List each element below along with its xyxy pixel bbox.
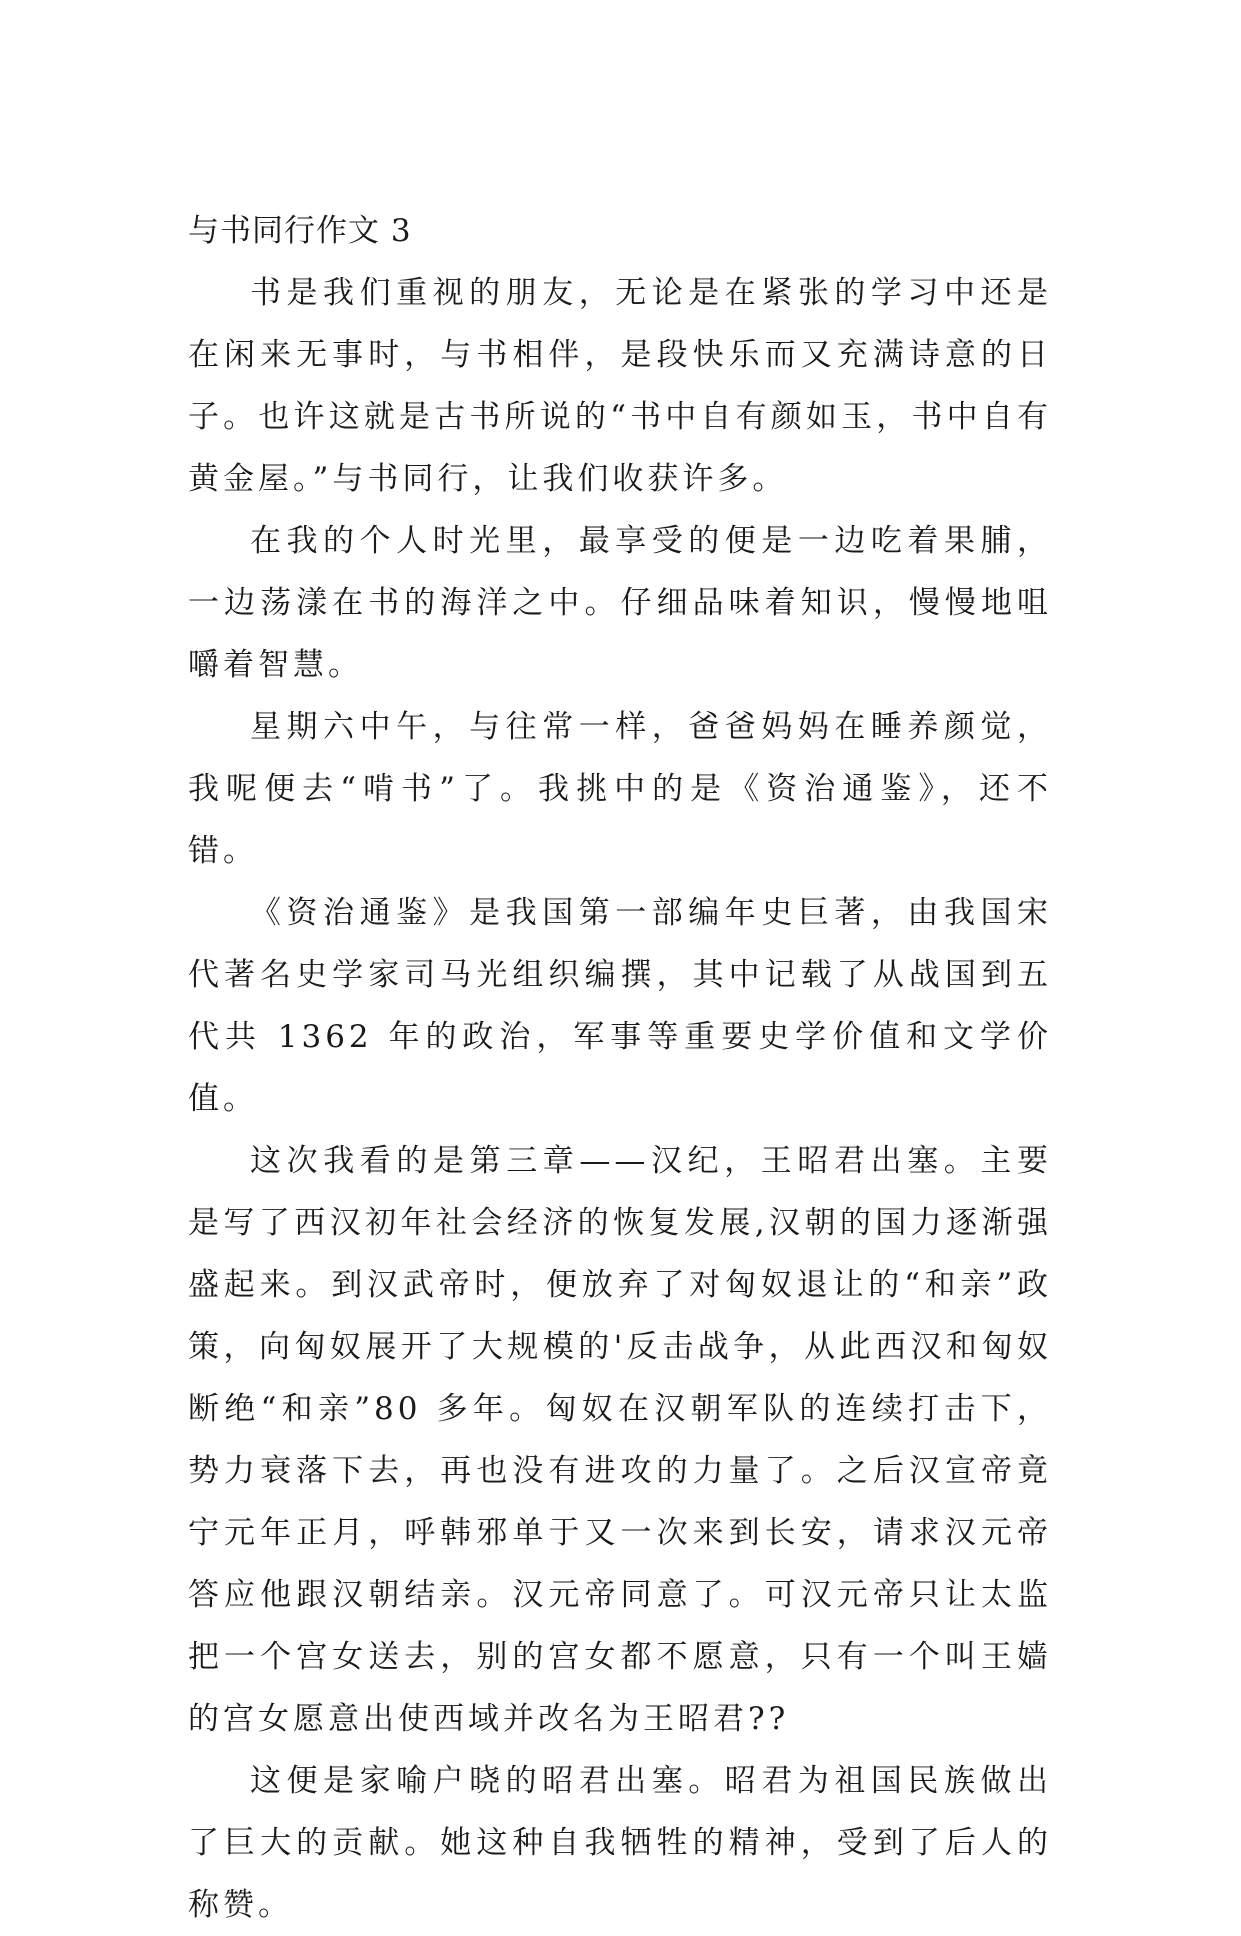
paragraph-4: 《资治通鉴》是我国第一部编年史巨著，由我国宋代著名史学家司马光组织编撰，其中记载了从战国到五代共 1362 年的政治，军事等重要史学价值和文学价值。 (188, 895, 1052, 1117)
paragraph-5: 这次我看的是第三章——汉纪，王昭君出塞。主要是写了西汉初年社会经济的恢复发展,汉朝的国力逐渐强盛起来。到汉武帝时，便放弃了对匈奴退让的“和亲”政策，向匈奴展开了大规模的'反击战争，从此西汉和匈奴断绝“和亲”80 多年。匈奴在汉朝军队的连续打击下，势力衰落下去，再也没有进攻的力量了。之后汉宣帝竟宁元年正月，呼韩邪单于又一次来到长安，请求汉元帝答应他跟汉朝结亲。汉元帝同意了。可汉元帝只让太监把一个宫女送去，别的宫女都不愿意，只有一个叫王嫱的宫女愿意出使西域并改名为王昭君?? (188, 1143, 1052, 1737)
paragraph-3: 星期六中午，与往常一样，爸爸妈妈在睡养颜觉，我呢便去“啃书”了。我挑中的是《资治通鉴》，还不错。 (188, 709, 1052, 869)
document-body (188, 200, 1052, 1936)
paragraph-1: 书是我们重视的朋友，无论是在紧张的学习中还是在闲来无事时，与书相伴，是段快乐而又充满诗意的日子。也许这就是古书所说的“书中自有颜如玉，书中自有黄金屋。”与书同行，让我们收获许多。 (188, 275, 1052, 497)
document-title: 与书同行作文 3 (188, 213, 412, 249)
paragraph-2: 在我的个人时光里，最享受的便是一边吃着果脯，一边荡漾在书的海洋之中。仔细品味着知识，慢慢地咀嚼着智慧。 (188, 523, 1052, 683)
paragraph-6: 这便是家喻户晓的昭君出塞。昭君为祖国民族做出了巨大的贡献。她这种自我牺牲的精神，受到了后人的称赞。 (188, 1763, 1052, 1923)
